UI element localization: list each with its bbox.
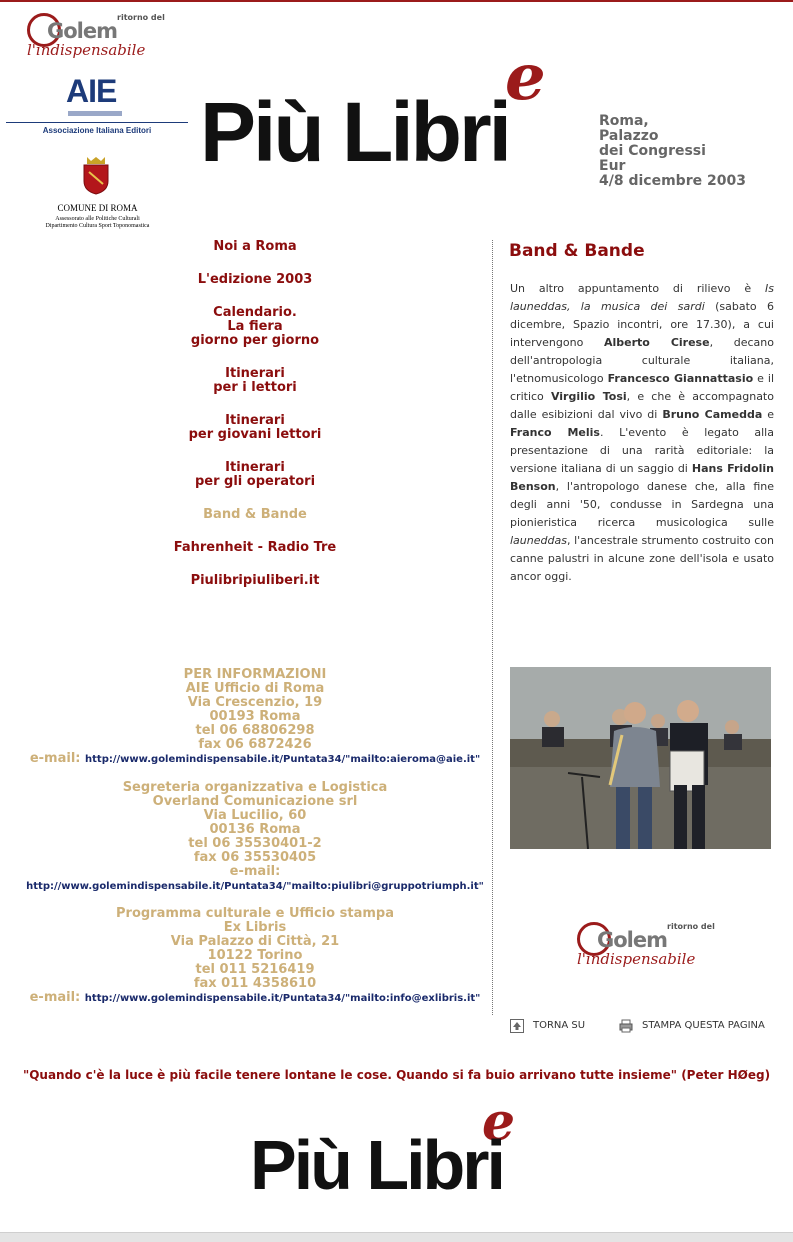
email-link[interactable]: http://www.golemindispensabile.it/Puntata34/"mailto:info@exlibris.it" (84, 993, 481, 1004)
nav-item-label: La fiera (227, 319, 283, 334)
golem-logo-top-text: ritorno del (117, 13, 165, 22)
nav-item-label: per gli operatori (194, 474, 316, 489)
golem-logo[interactable] (25, 9, 175, 65)
contact-line: tel 011 5216419 (195, 962, 315, 977)
back-to-top-label: TORNA SU (533, 1020, 586, 1031)
roma-logo-title: COMUNE DI ROMA (57, 203, 138, 213)
contact-line: fax 06 35530405 (193, 850, 317, 865)
contact-block-exlibris (0, 907, 510, 1005)
contact-block-overland (0, 781, 510, 893)
contact-email-row (0, 879, 510, 893)
top-border (0, 0, 793, 2)
banner-info-line: dei Congressi (599, 143, 706, 159)
arrow-up-icon (510, 1019, 524, 1033)
aie-logo-mark: AIE (66, 73, 117, 109)
nav-item-itinerari-lettori[interactable] (20, 367, 490, 395)
email-label: e-mail: (229, 864, 281, 879)
article-italic-text: Is launeddas, la musica dei sardi (510, 282, 774, 313)
article-text: , e che è accompagnato dalle esibizioni dal vivo di (510, 390, 774, 421)
printer-icon (619, 1019, 633, 1033)
banner-title: Più Libri (200, 85, 509, 179)
article-bold-text: Francesco Giannattasio (607, 372, 754, 385)
roma-logo-subtitle (25, 216, 170, 230)
banner-accent-e: e (482, 1092, 516, 1153)
nav-item-piulibripiuliberi[interactable] (20, 574, 490, 588)
banner-title: Più Libri (250, 1126, 503, 1204)
nav-item-label: Itinerari (225, 413, 285, 428)
nav-item-band-bande[interactable] (20, 508, 490, 522)
contact-line: tel 06 35530401-2 (188, 836, 322, 851)
nav-item-label: L'edizione 2003 (197, 272, 313, 287)
article-bold-text: Hans Fridolin Benson (510, 462, 774, 493)
email-label: e-mail: (29, 990, 81, 1005)
golem-logo-word: Golem (597, 928, 667, 952)
golem-logo-script: l'indispensabile (27, 41, 146, 59)
article-text: e (762, 408, 774, 421)
roma-shield-icon (81, 155, 111, 195)
golem-logo-script: l'indispensabile (577, 950, 696, 968)
piu-libri-footer-banner (250, 1092, 550, 1213)
aie-logo[interactable] (6, 73, 188, 135)
nav-item-label: Noi a Roma (213, 239, 297, 254)
banner-info-line: Palazzo (599, 128, 659, 144)
banner-info-line: Eur (599, 158, 626, 174)
contact-email-row (0, 752, 510, 766)
aie-logo-bar (68, 111, 122, 116)
nav-item-itinerari-operatori[interactable] (20, 461, 490, 489)
article-text: , l'ancestrale strumento costruito con canne palustri in alcune zone dell'isola e usato ancor oggi. (510, 534, 774, 583)
nav-item-calendario[interactable] (20, 306, 490, 348)
article-bold-text: Virgilio Tosi (550, 390, 627, 403)
contact-line: 00193 Roma (209, 709, 301, 724)
article-bold-text: Bruno Camedda (662, 408, 763, 421)
column-divider (492, 240, 493, 1015)
article-text: , decano dell'antropologia culturale italiana, l'etnomusicologo (510, 336, 774, 385)
email-label: e-mail: (29, 751, 81, 766)
email-link[interactable]: http://www.golemindispensabile.it/Puntata34/"mailto:piulibri@gruppotriumph.it" (26, 881, 484, 892)
golem-logo-top-text: ritorno del (667, 922, 715, 931)
nav-item-label: giorno per giorno (190, 333, 320, 348)
contact-line: PER INFORMAZIONI (183, 667, 327, 682)
footer-quote: "Quando c'è la luce è più facile tenere lontane le cose. Quando si fa buio arrivano tutte insieme" (Peter HØeg) (22, 1068, 771, 1082)
nav-item-label: Fahrenheit - Radio Tre (173, 540, 337, 555)
roma-logo-line1: Assessorato alle Politiche Culturali (55, 216, 140, 222)
nav-item-label: Itinerari (225, 366, 285, 381)
contact-line: Via Lucilio, 60 (203, 808, 307, 823)
golem-logo-footer[interactable] (575, 918, 725, 974)
article-italic-text: launeddas (510, 534, 567, 547)
contact-line: Programma culturale e Ufficio stampa (116, 906, 394, 921)
article-text: , l'antropologo danese che, alla fine degli anni '50, condusse in Sardegna una pionieristica ricerca musicologica sulle (510, 480, 774, 529)
banner-info-line: 4/8 dicembre 2003 (599, 173, 746, 189)
article-bold-text: Franco Melis (510, 426, 600, 439)
article-body (510, 280, 774, 586)
print-page-label: STAMPA QUESTA PAGINA (642, 1020, 765, 1031)
nav-item-label: Band & Bande (203, 507, 307, 522)
nav-item-noi-a-roma[interactable] (20, 240, 490, 254)
nav-item-itinerari-giovani[interactable] (20, 414, 490, 442)
contact-email-row (0, 991, 510, 1005)
nav-item-label: per i lettori (213, 380, 297, 395)
concert-photo (510, 667, 771, 849)
golem-logo-word: Golem (47, 19, 117, 43)
aie-logo-subtitle: Associazione Italiana Editori (6, 122, 188, 135)
banner-info-line: Roma, (599, 113, 649, 129)
contact-line: Ex Libris (223, 920, 287, 935)
contact-line: 10122 Torino (207, 948, 303, 963)
contact-line: Via Palazzo di Città, 21 (170, 934, 340, 949)
contact-line: Overland Comunicazione srl (152, 794, 358, 809)
contact-line: 00136 Roma (209, 822, 301, 837)
contact-line: Segreteria organizzativa e Logistica (122, 780, 388, 795)
article-text: (sabato 6 dicembre, Spazio incontri, ore 17.30), a cui intervengono (510, 300, 775, 349)
contact-line: fax 011 4358610 (193, 976, 317, 991)
email-link[interactable]: http://www.golemindispensabile.it/Puntata34/"mailto:aieroma@aie.it" (85, 754, 481, 765)
nav-item-label: Itinerari (225, 460, 285, 475)
banner-accent-e: e (505, 40, 546, 115)
banner-event-info (599, 114, 746, 189)
contact-line: fax 06 6872426 (198, 737, 312, 752)
article-text: Un altro appuntamento di rilievo è (510, 282, 766, 295)
nav-item-edizione-2003[interactable] (20, 273, 490, 287)
article-title: Band & Bande (509, 241, 645, 261)
article-bold-text: Alberto Cirese (603, 336, 710, 349)
nav-item-label: Calendario. (213, 305, 297, 320)
comune-di-roma-logo[interactable] (25, 155, 170, 235)
concert-photo-illustration (510, 667, 771, 849)
article-text: e il critico (510, 372, 775, 403)
piu-libri-banner (200, 40, 780, 200)
contact-line: AIE Ufficio di Roma (185, 681, 325, 696)
contact-block-aie (0, 668, 510, 766)
article-text: . L'evento è legato alla presentazione di una rarità editoriale: la versione italiana di un saggio di (510, 426, 774, 475)
nav-item-fahrenheit[interactable] (20, 541, 490, 555)
nav-item-label: per giovani lettori (188, 427, 322, 442)
contact-line: Via Crescenzio, 19 (187, 695, 323, 710)
roma-logo-line2: Dipartimento Cultura Sport Toponomastica (45, 223, 150, 229)
nav-item-label: Piulibripiuliberi.it (190, 573, 320, 588)
contact-line: tel 06 68806298 (195, 723, 315, 738)
